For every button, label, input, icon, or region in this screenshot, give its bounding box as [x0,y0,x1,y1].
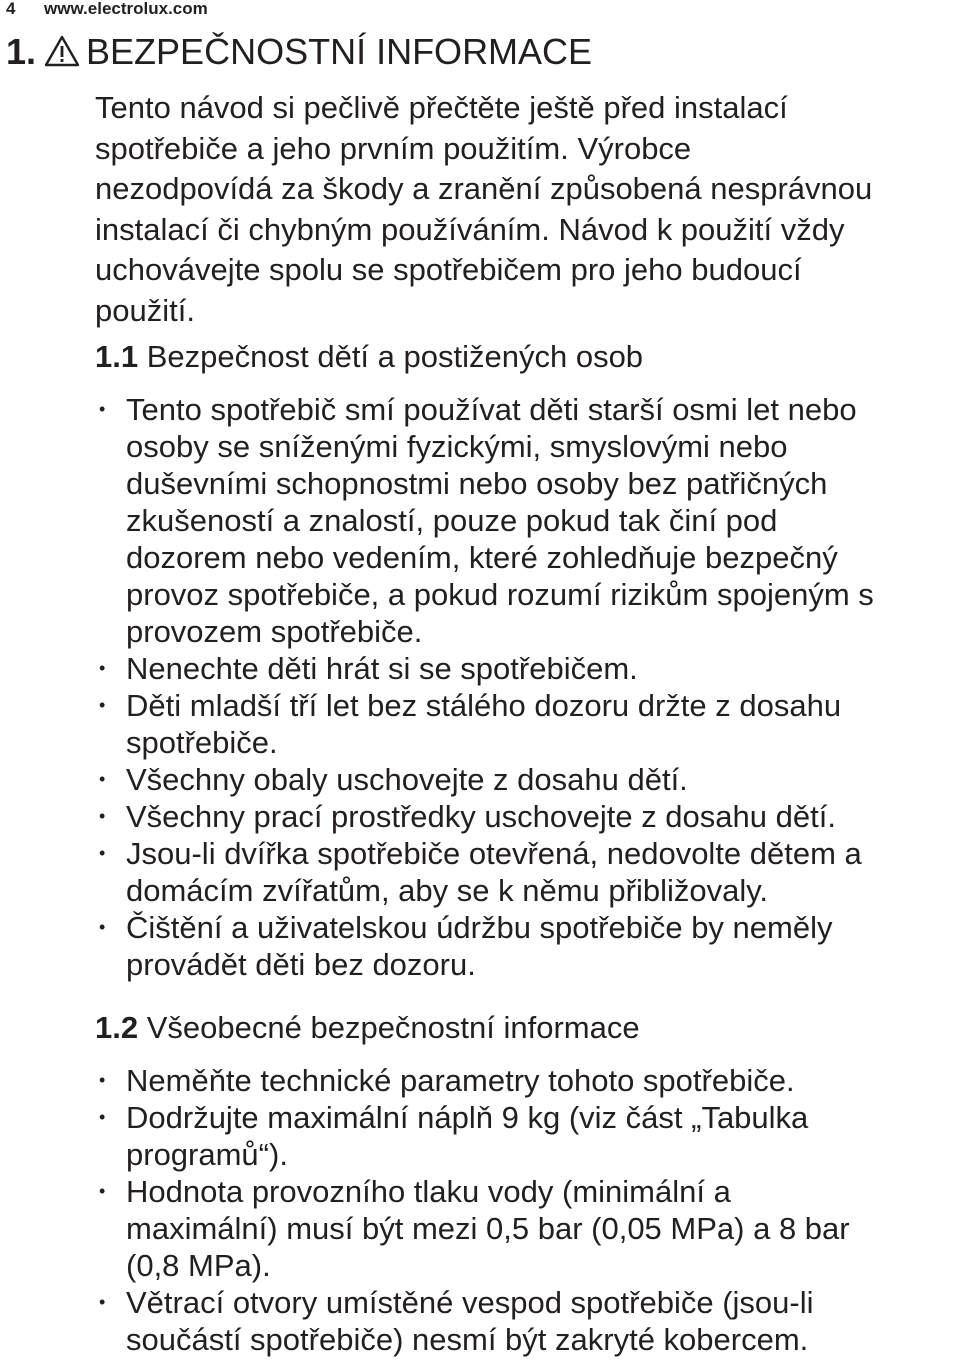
section-number: 1. [6,31,37,72]
page-header [6,0,208,20]
list-item: • Tento spotřebič smí používat děti starší osmi let nebo osoby se sníženými fyzickými, smyslovými nebo duševními schopnostmi nebo osoby bez patřičných zkušeností a znalostí, pouze pokud tak činí pod dozorem nebo vedením, které zohledňuje bezpečný provoz spotřebiče, a pokud rozumí rizikům spojeným s provozem spotřebiče. [99,392,874,649]
page-number: 4 [6,0,16,18]
bullet-list-general-safety [0,1062,960,1358]
subsection-number: 1.1 [95,339,139,374]
subsection-number: 1.2 [95,1010,139,1045]
subsection-heading-1-2 [95,1008,640,1048]
list-item: • Nenechte děti hrát si se spotřebičem. [99,651,638,686]
list-item: • Hodnota provozního tlaku vody (minimální a maximální) musí být mezi 0,5 bar (0,05 MPa) a 8 bar (0,8 MPa). [99,1174,850,1283]
section-heading [6,30,592,74]
site-url: www.electrolux.com [44,0,208,18]
list-item: • Neměňte technické parametry tohoto spotřebiče. [99,1063,795,1098]
list-item: • Jsou-li dvířka spotřebiče otevřená, nedovolte dětem a domácím zvířatům, aby se k němu přibližovaly. [99,836,862,908]
subsection-title: Bezpečnost dětí a postižených osob [146,339,644,374]
section-intro: Tento návod si pečlivě přečtěte ještě před instalací spotřebiče a jeho prvním použitím. Výrobce nezodpovídá za škody a zranění způsobená nesprávnou instalací či chybným používáním. Návod k použití vždy uchovávejte spolu se spotřebičem pro jeho budoucí použití. [95,90,873,328]
list-item: • Děti mladší tří let bez stálého dozoru držte z dosahu spotřebiče. [99,688,842,760]
list-item: • Čištění a uživatelskou údržbu spotřebiče by neměly provádět děti bez dozoru. [99,910,833,982]
section-title: BEZPEČNOSTNÍ INFORMACE [86,31,593,72]
subsection-title: Všeobecné bezpečnostní informace [146,1010,640,1045]
list-item: • Větrací otvory umístěné vespod spotřebiče (jsou-li součástí spotřebiče) nesmí být zakryté kobercem. [99,1285,814,1357]
warning-triangle-icon [44,35,80,67]
list-item: • Dodržujte maximální náplň 9 kg (viz část „Tabulka programů“). [99,1100,809,1172]
subsection-heading-1-1 [95,337,643,377]
list-item: • Všechny obaly uschovejte z dosahu dětí. [99,762,688,797]
bullet-list-child-safety [0,391,960,983]
list-item: • Všechny prací prostředky uschovejte z dosahu dětí. [99,799,836,834]
